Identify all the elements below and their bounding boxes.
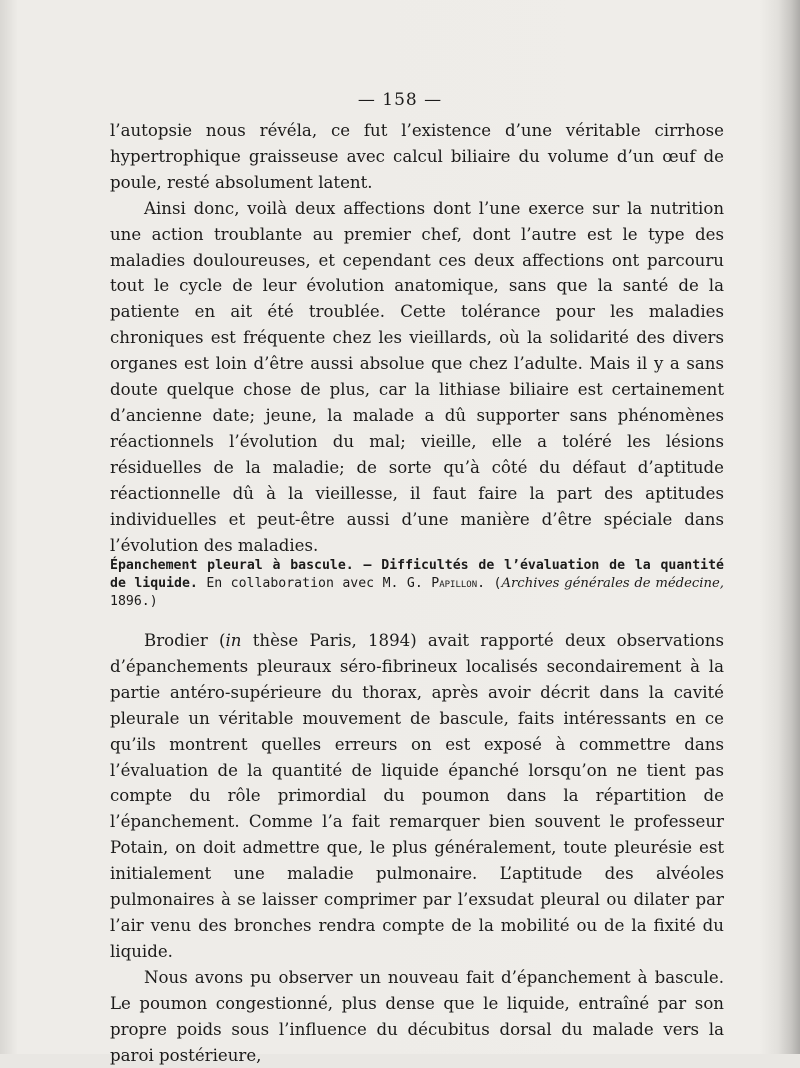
paragraph-brodier [110,628,724,965]
heading-author: Papillon [431,576,478,591]
paragraph-autopsy: l’autopsie nous révéla, ce fut l’existence d’une véritable cirrhose hypertrophique graisseuse avec calcul biliaire du volume d’un œuf de poule, resté absolument latent. [110,121,724,192]
paragraph-nous-avons: Nous avons pu observer un nouveau fait d’épanchement à bascule. Le poumon congestionné, plus dense que le liquide, entraîné par son propre poids sous l’influence du décubitus dorsal du malade vers la paroi postérieure, [110,967,724,1065]
brodier-a: Brodier ( [144,631,226,650]
section-previous-text [110,118,724,558]
heading-journal: Archives générales de médecine, [501,576,724,591]
heading-year: 1896.) [110,594,158,609]
page-number: — 158 — [357,90,443,110]
section-heading [110,557,724,611]
heading-collaboration: En collaboration avec M. G. [206,576,423,591]
brodier-b: thèse Paris, 1894) avait rapporté deux observations d’épanchements pleuraux séro-fibrineux localisés secondairement à la partie antéro-supérieure du thorax, après avoir décrit dans la cavité pleurale un véritable mouvement de bascule, faits intéressants en ce qu’ils montrent quelles erreurs on est exposé à commettre dans l’évaluation de la quantité de liquide épanché lorsqu’on ne tient pas compte du rôle primordial du poumon dans la répartition de l’épanchement. Comme l’a fait remarquer bien souvent le professeur Potain, on doit admettre que, le plus généralement, toute pleurésie est initialement une maladie pulmonaire. L’aptitude des alvéoles pulmonaires à se laisser comprimer par l’exsudat pleural ou dilater par l’air venu des bronches rendra compte de la mobilité ou de la fixité du liquide. [110,631,724,961]
heading-main: Épanchement pleural à bascule. — Difficultés de l’évaluation de la quantité de liquide. [110,558,724,591]
paragraph-ainsi-donc: Ainsi donc, voilà deux affections dont l’une exerce sur la nutrition une action troublante au premier chef, dont l’autre est le type des maladies douloureuses, et cependant ces deux affections ont parcouru tout le cycle de leur évolution anatomique, sans que la santé de la patiente en ait été troublée. Cette tolérance pour les maladies chroniques est fréquente chez les vieillards, où la solidarité des divers organes est loin d’être aussi absolue que chez l’adulte. Mais il y a sans doute quelque chose de plus, car la lithiase biliaire est certainement d’ancienne date; jeune, la malade a dû supporter sans phénomènes réactionnels l’évolution du mal; vieille, elle a toléré les lésions résiduelles de la maladie; de sorte qu’à côté du défaut d’aptitude réactionnelle dû à la vieillesse, il faut faire la part des aptitudes individuelles et peut-être aussi d’une manière d’être spéciale dans l’évolution des maladies. [110,198,724,555]
brodier-in: in [225,631,242,650]
heading-open: . ( [477,576,502,591]
section-body [110,628,724,1068]
section-title [110,557,724,611]
page-edge-shadow [778,0,800,1054]
